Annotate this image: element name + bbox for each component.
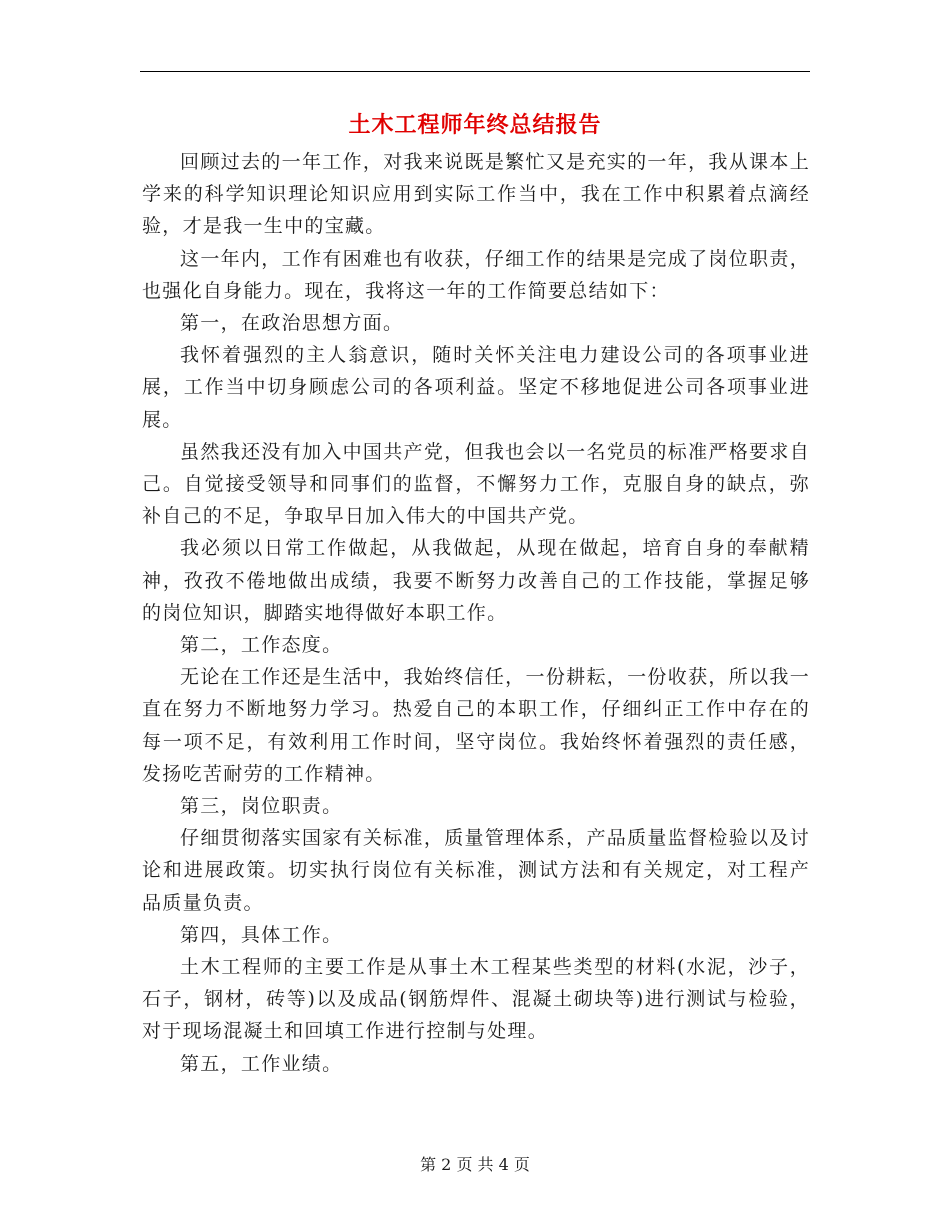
paragraph-dedication: 我必须以日常工作做起，从我做起，从现在做起，培育自身的奉献精神，孜孜不倦地做出成绩，我要不断努力改善自己的工作技能，掌握足够的岗位知识，脚踏实地得做好本职工作。 bbox=[142, 537, 810, 624]
paragraph-specific-work: 土木工程师的主要工作是从事土木工程某些类型的材料(水泥，沙子，石子，钢材，砖等)以及成品(钢筋焊件、混凝土砌块等)进行测试与检验，对于现场混凝土和回填工作进行控制与处理。 bbox=[142, 956, 810, 1043]
paragraph-party: 虽然我还没有加入中国共产党，但我也会以一名党员的标准严格要求自己。自觉接受领导和同事们的监督，不懈努力工作，克服自身的缺点，弥补自己的不足，争取早日加入伟大的中国共产党。 bbox=[142, 440, 810, 528]
section-heading-politics: 第一，在政治思想方面。 bbox=[180, 312, 404, 335]
page-number-footer: 第 2 页 共 4 页 bbox=[420, 1155, 530, 1174]
section-heading-specific-work: 第四，具体工作。 bbox=[180, 923, 343, 946]
paragraph-intro: 这一年内，工作有困难也有收获，仔细工作的结果是完成了岗位职责，也强化自身能力。现在，我将这一年的工作简要总结如下： bbox=[142, 247, 810, 302]
paragraph-ownership: 我怀着强烈的主人翁意识，随时关怀关注电力建设公司的各项事业进展，工作当中切身顾虑公司的各项利益。坚定不移地促进公司各项事业进展。 bbox=[142, 344, 810, 431]
paragraph-review: 回顾过去的一年工作，对我来说既是繁忙又是充实的一年，我从课本上学来的科学知识理论知识应用到实际工作当中，我在工作中积累着点滴经验，才是我一生中的宝藏。 bbox=[142, 151, 810, 238]
section-heading-performance: 第五，工作业绩。 bbox=[180, 1052, 343, 1075]
document-title: 土木工程师年终总结报告 bbox=[348, 112, 602, 138]
section-heading-duties: 第三，岗位职责。 bbox=[180, 795, 343, 818]
section-heading-attitude: 第二，工作态度。 bbox=[180, 634, 343, 657]
header-rule bbox=[140, 71, 810, 72]
paragraph-attitude: 无论在工作还是生活中，我始终信任，一份耕耘，一份收获，所以我一直在努力不断地努力学习。热爱自己的本职工作，仔细纠正工作中存在的每一项不足，有效利用工作时间，坚守岗位。我始终怀着强烈的责任感，发扬吃苦耐劳的工作精神。 bbox=[142, 666, 810, 785]
document-body bbox=[142, 146, 810, 1080]
paragraph-duties: 仔细贯彻落实国家有关标准，质量管理体系，产品质量监督检验以及讨论和进展政策。切实执行岗位有关标准，测试方法和有关规定，对工程产品质量负责。 bbox=[142, 827, 810, 914]
